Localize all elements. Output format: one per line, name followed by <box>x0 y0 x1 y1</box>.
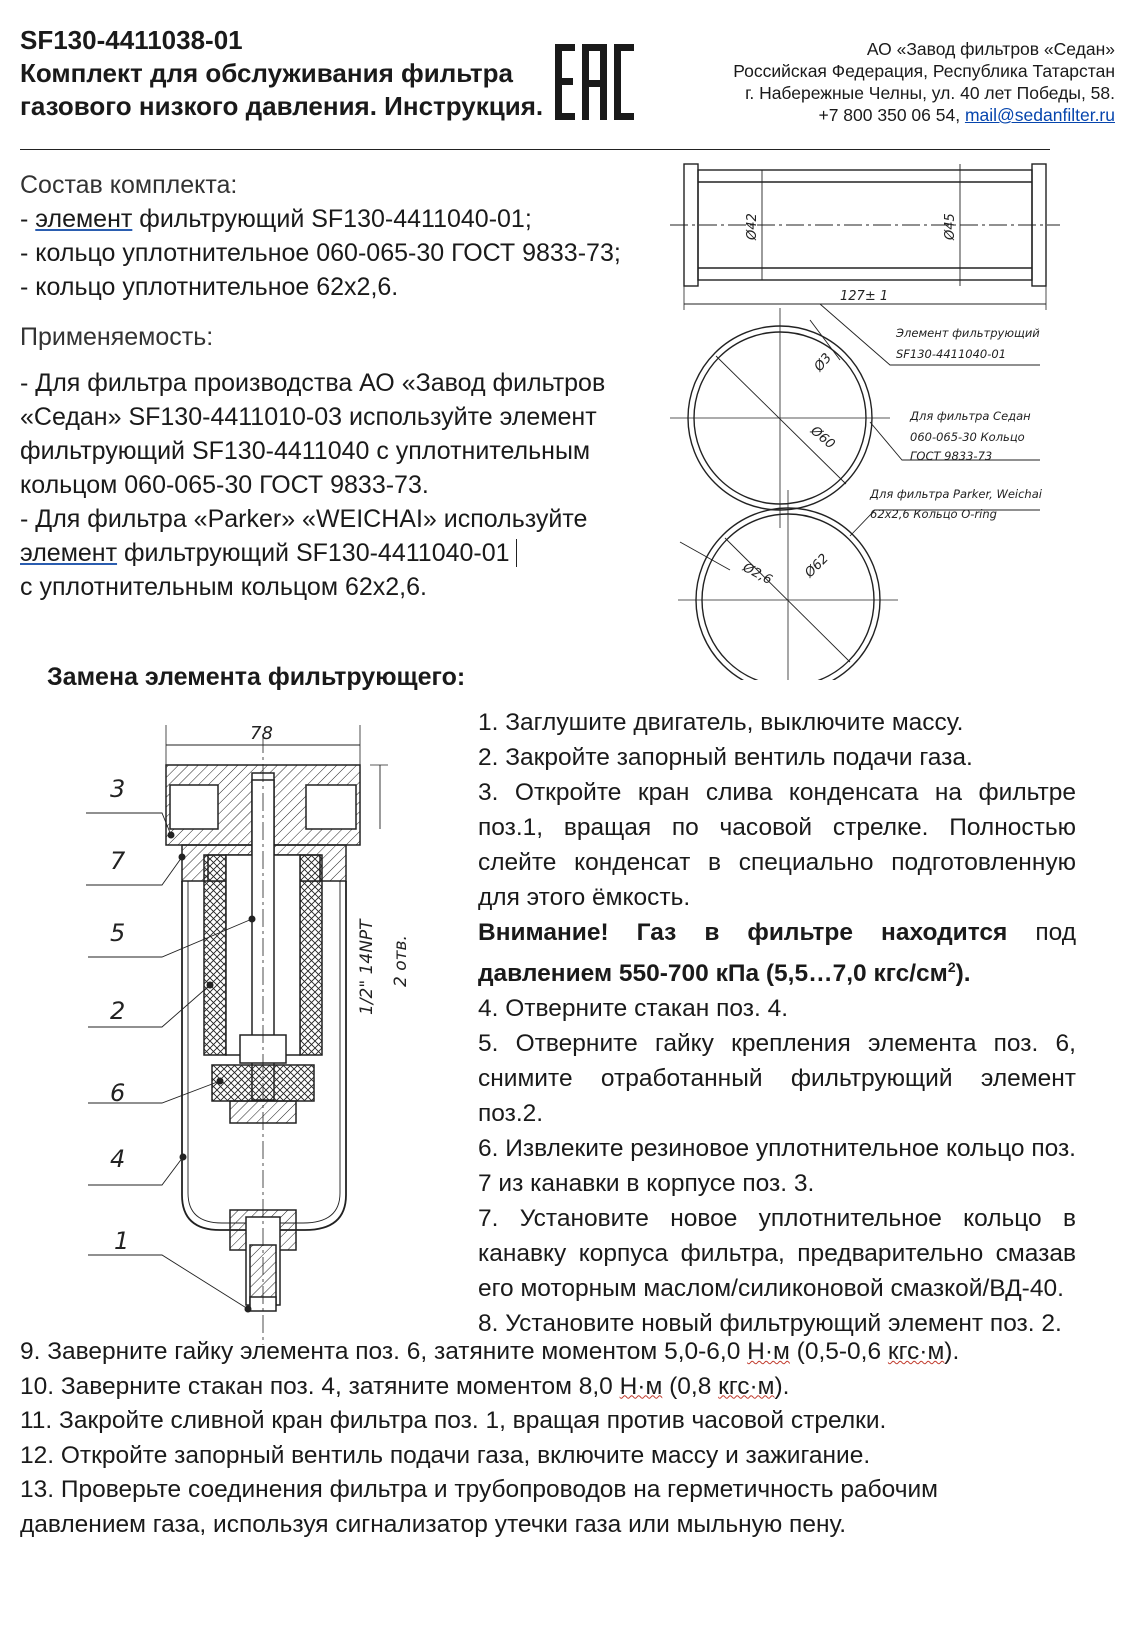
kit-item-3: - кольцо уплотнительное 62х2,6. <box>20 273 399 301</box>
company-email-link[interactable]: mail@sedanfilter.ru <box>964 105 1115 125</box>
bottom-steps <box>20 1335 959 1542</box>
kit-item-2: - кольцо уплотнительное 060-065-30 ГОСТ 9833-73; <box>20 239 621 267</box>
eac-logo <box>553 42 635 122</box>
kit-contents <box>20 168 621 304</box>
company-address: г. Набережные Челны, ул. 40 лет Победы, 58. <box>745 83 1115 103</box>
dim-ring2-d: Ø62 <box>802 551 832 581</box>
callout-sedan-3: ГОСТ 9833-73 <box>910 449 993 463</box>
thread-label: 1/2" 14NPT <box>357 919 377 1015</box>
callout-element-2: SF130-4411040-01 <box>896 347 1007 361</box>
position-3: 3 <box>110 775 126 803</box>
step-10: 10. Заверните стакан поз. 4, затяните моментом 8,0 Н·м (0,8 кгс·м). <box>20 1372 790 1400</box>
dim-ring1-cs: Ø3 <box>811 350 835 375</box>
position-7: 7 <box>110 847 126 875</box>
step-6: 6. Извлеките резиновое уплотнительное кольцо поз. 7 из канавки в корпусе поз. 3. <box>478 1135 1076 1198</box>
position-6: 6 <box>110 1079 126 1107</box>
applicability <box>20 320 605 604</box>
header-divider <box>20 149 1050 150</box>
company-name: АО «Завод фильтров «Седан» <box>866 39 1115 59</box>
step-11: 11. Закройте сливной кран фильтра поз. 1, вращая против часовой стрелки. <box>20 1407 887 1434</box>
callout-sedan-1: Для фильтра Седан <box>910 409 1031 423</box>
company-phone: +7 800 350 06 54, <box>818 105 965 125</box>
applicability-line-4: кольцом 060-065-30 ГОСТ 9833-73. <box>20 471 429 499</box>
dim-ring1-d: Ø60 <box>807 423 838 453</box>
position-1: 1 <box>114 1227 130 1255</box>
holes-label: 2 отв. <box>391 935 411 987</box>
company-country: Российская Федерация, Республика Татарстан <box>733 61 1115 81</box>
applicability-line-5: - Для фильтра «Parker» «WEICHAI» используйте <box>20 505 588 533</box>
step-8: 8. Установите новый фильтрующий элемент поз. 2. <box>478 1310 1062 1338</box>
company-phone-line <box>733 104 1115 126</box>
step-12: 12. Откройте запорный вентиль подачи газа, включите массу и зажигание. <box>20 1441 871 1469</box>
company-contacts <box>733 38 1115 126</box>
dim-d45: Ø45 <box>943 213 958 240</box>
position-2: 2 <box>110 997 126 1025</box>
step-5: 5. Отверните гайку крепления элемента поз. 6, снимите отработанный фильтрующий элемент поз.2. <box>478 1030 1076 1128</box>
dim-width: 78 <box>250 723 273 744</box>
step-13-line-2: давлением газа, используя сигнализатор утечки газа или мыльную пену. <box>20 1510 847 1538</box>
warning: Внимание! Газ в фильтре находится под давлением 550-700 кПа (5,5…7,0 кгс/$см^2$). <box>478 919 1076 988</box>
applicability-line-6: элемент фильтрующий SF130-4411040-01 <box>20 536 605 570</box>
kit-item-1: - элемент фильтрующий SF130-4411040-01; <box>20 205 532 233</box>
applicability-heading: Применяемость: <box>20 323 214 351</box>
step-13-line-1: 13. Проверьте соединения фильтра и трубопроводов на герметичность рабочим <box>20 1476 939 1503</box>
title-line-2: Комплект для обслуживания фильтра <box>20 58 513 88</box>
applicability-line-7: с уплотнительным кольцом 62х2,6. <box>20 573 427 601</box>
filter-section-drawing <box>70 705 470 1350</box>
position-5: 5 <box>110 919 126 947</box>
replacement-heading: Замена элемента фильтрующего: <box>47 663 466 691</box>
kit-heading: Состав комплекта: <box>20 171 238 199</box>
element-and-rings-drawing <box>670 160 1070 680</box>
step-3: 3. Откройте кран слива конденсата на фильтре поз.1, вращая по часовой стрелке. Полностью слейте конденсат в специально подготовленную для этого ёмкость. <box>478 779 1076 911</box>
applicability-line-2: «Седан» SF130-4411010-03 используйте элемент <box>20 403 597 431</box>
document-title <box>20 24 543 123</box>
step-4: 4. Отверните стакан поз. 4. <box>478 995 789 1023</box>
dim-length: 127± 1 <box>840 289 889 304</box>
title-line-1: SF130-4411038-01 <box>20 25 243 55</box>
dim-ring2-cs: Ø2,6 <box>740 560 775 589</box>
callout-element-1: Элемент фильтрующий <box>896 326 1040 340</box>
replacement-steps <box>478 705 1076 1341</box>
step-1: 1. Заглушите двигатель, выключите массу. <box>478 709 964 736</box>
applicability-line-3: фильтрующий SF130-4411040 с уплотнительным <box>20 437 591 465</box>
applicability-line-1: - Для фильтра производства АО «Завод фильтров <box>20 369 606 397</box>
step-2: 2. Закройте запорный вентиль подачи газа. <box>478 744 973 771</box>
callout-parker-1: Для фильтра Parker, Weichai <box>870 487 1042 501</box>
dim-d42: Ø42 <box>745 213 760 240</box>
callout-parker-2: 62х2,6 Кольцо O-ring <box>870 507 997 521</box>
callout-sedan-2: 060-065-30 Кольцо <box>910 430 1025 444</box>
step-9: 9. Заверните гайку элемента поз. 6, затяните моментом 5,0-6,0 Н·м (0,5-0,6 кгс·м). <box>20 1338 960 1365</box>
step-7: 7. Установите новое уплотнительное кольцо в канавку корпуса фильтра, предварительно смазав его моторным маслом/силиконовой смазкой/ВД-40. <box>478 1205 1076 1303</box>
position-4: 4 <box>110 1145 126 1173</box>
title-line-3: газового низкого давления. Инструкция. <box>20 91 544 121</box>
